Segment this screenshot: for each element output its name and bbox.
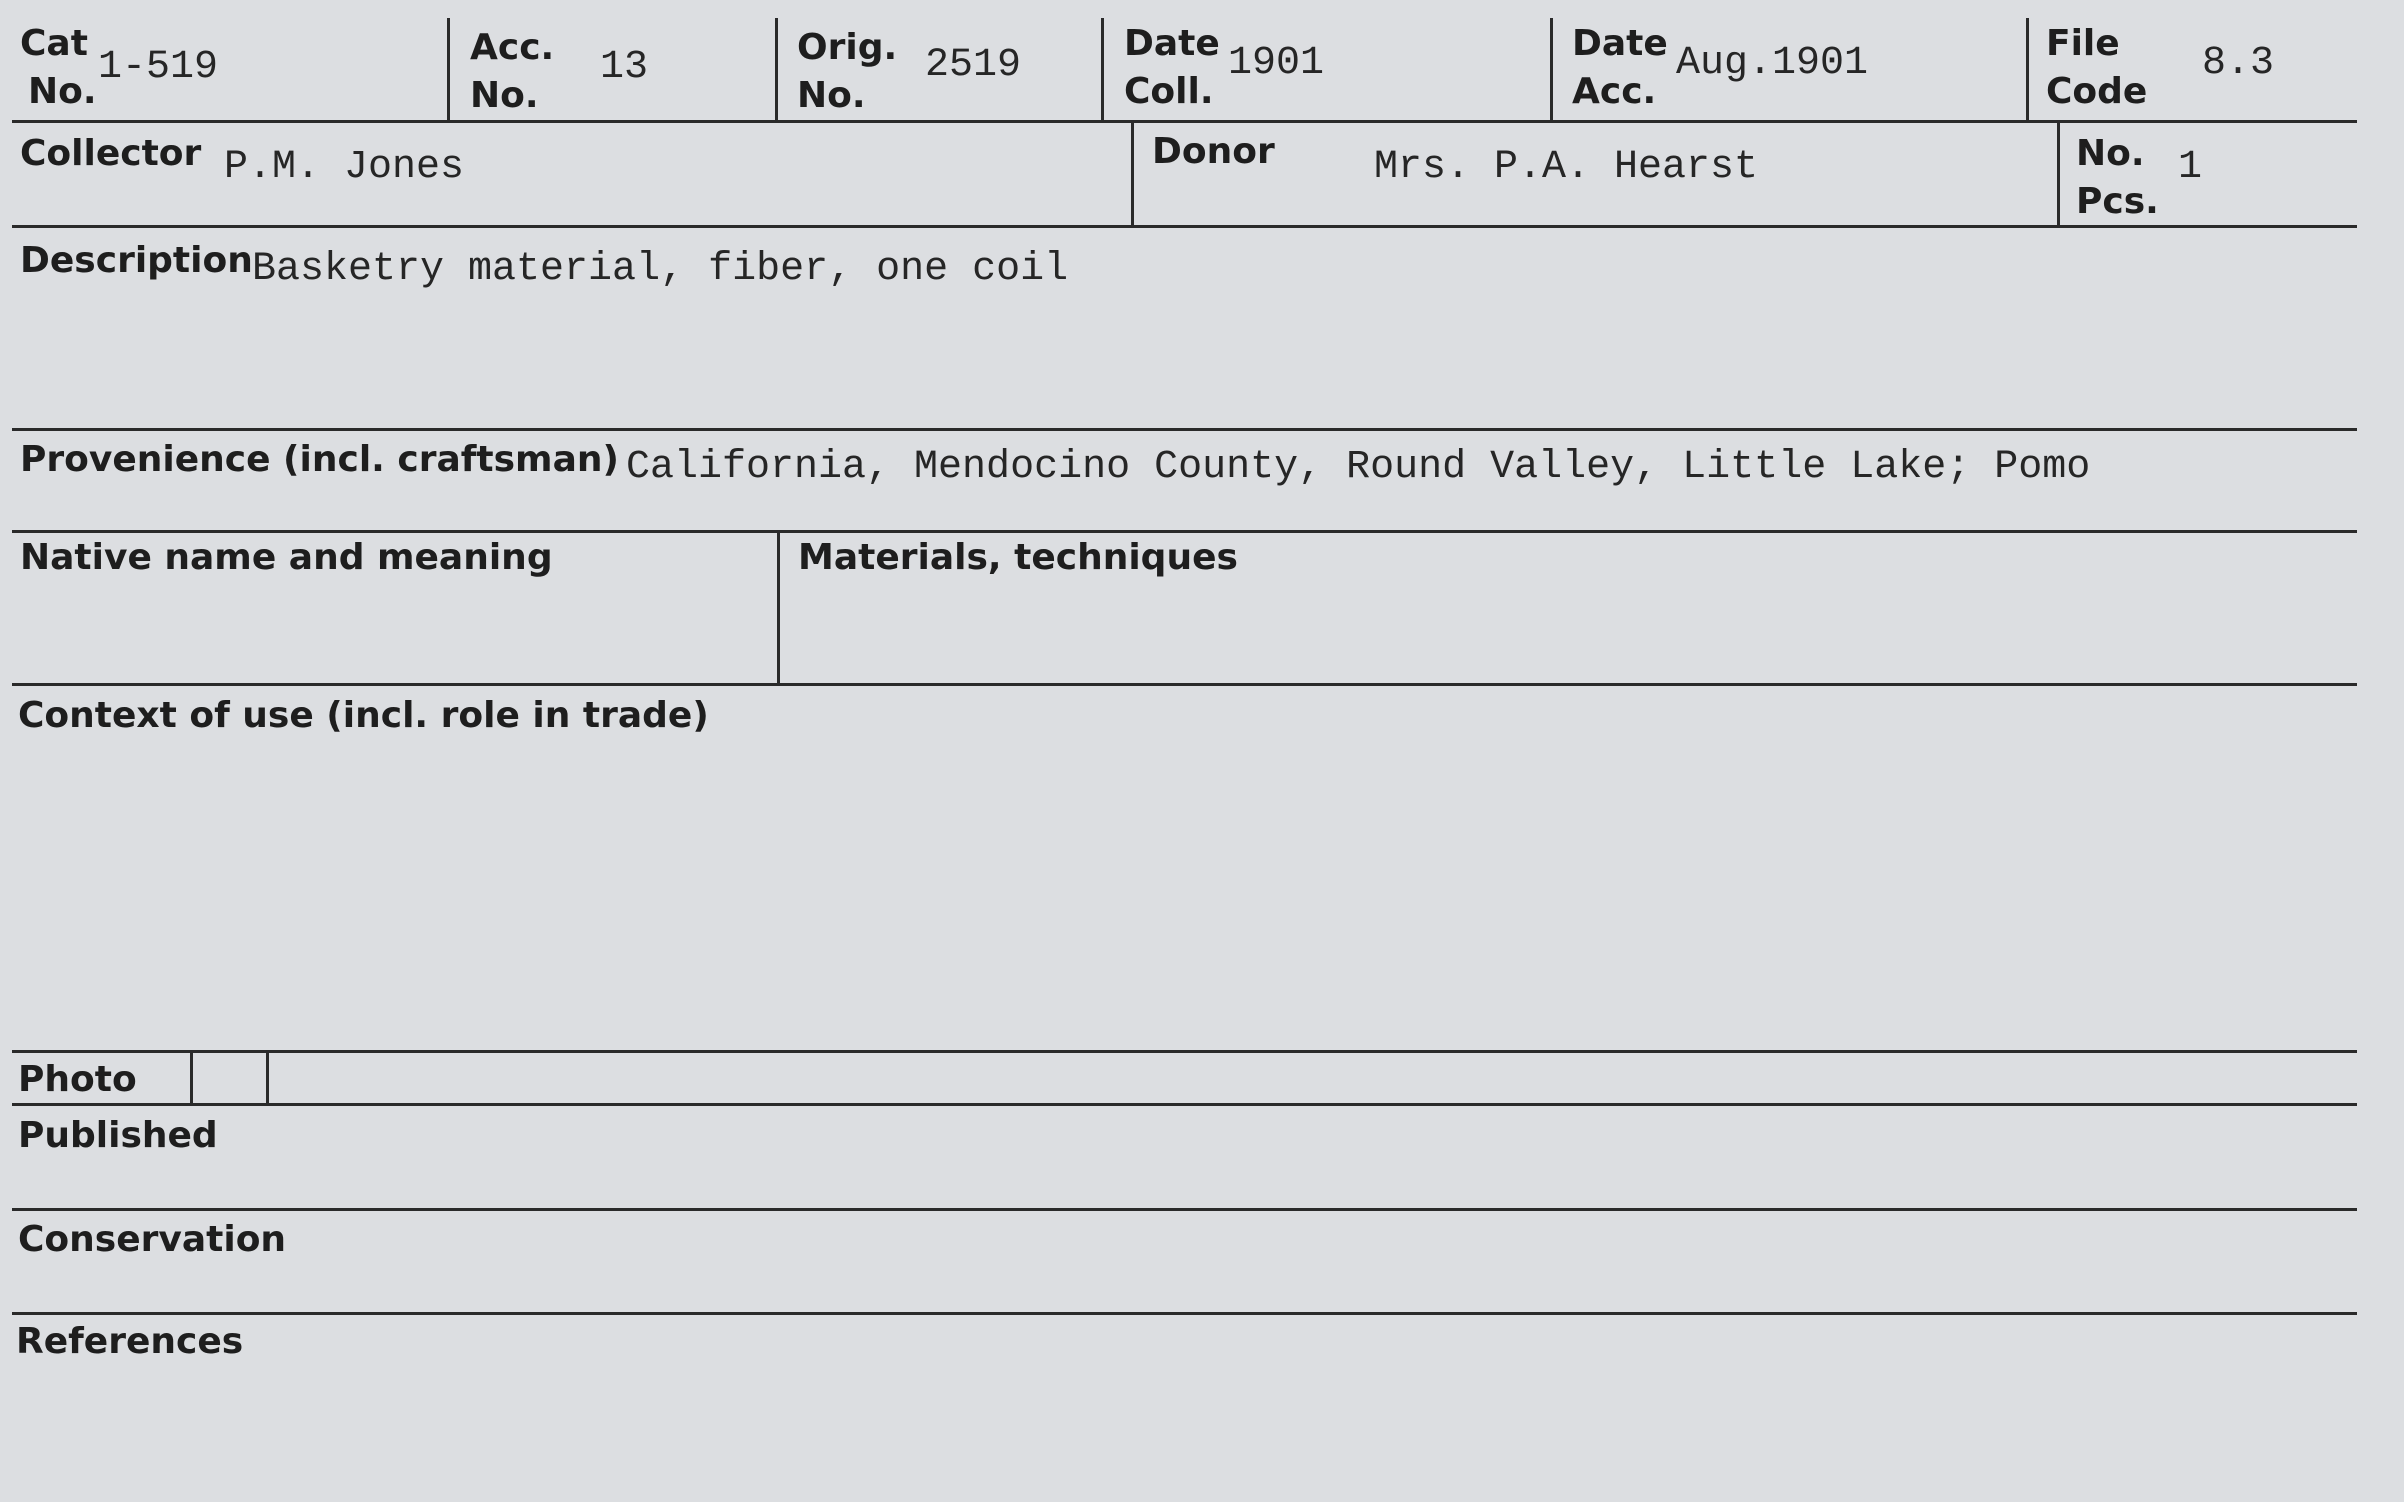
date-acc-label-bottom: Acc. [1572, 71, 1657, 112]
file-code-label-top: File [2046, 23, 2120, 64]
native-name-label: Native name and meaning [20, 537, 553, 578]
rule-description-bottom [12, 428, 2357, 431]
photo-box-divider-1 [190, 1052, 193, 1104]
rule-published-bottom [12, 1208, 2357, 1211]
divider-donor-pcs [2057, 121, 2060, 226]
collector-label: Collector [20, 133, 202, 174]
description-label: Description [20, 240, 253, 281]
rule-conservation-bottom [12, 1312, 2357, 1315]
context-label: Context of use (incl. role in trade) [18, 695, 709, 736]
date-coll-label-top: Date [1124, 23, 1220, 64]
orig-no-value: 2519 [925, 43, 1022, 88]
acc-no-value: 13 [600, 45, 649, 90]
date-coll-label-bottom: Coll. [1124, 71, 1214, 112]
orig-no-label-bottom: No. [797, 75, 866, 116]
divider-dateacc-file [2026, 18, 2029, 121]
rule-header-bottom [12, 120, 2357, 123]
acc-no-label-bottom: No. [470, 75, 539, 116]
divider-datecoll-dateacc [1550, 18, 1553, 121]
materials-label: Materials, techniques [798, 537, 1238, 578]
rule-photo-bottom [12, 1103, 2357, 1106]
divider-native-materials [777, 531, 780, 684]
rule-native-bottom [12, 683, 2357, 686]
cat-no-value: 1-519 [98, 45, 219, 90]
cat-no-label-top: Cat [20, 23, 88, 64]
date-coll-value: 1901 [1228, 41, 1325, 86]
conservation-label: Conservation [18, 1219, 287, 1260]
provenience-label: Provenience (incl. craftsman) [20, 439, 619, 480]
acc-no-label-top: Acc. [470, 27, 555, 68]
collector-value: P.M. Jones [224, 145, 465, 190]
no-pcs-label-top: No. [2076, 133, 2145, 174]
divider-orig-datecoll [1101, 18, 1104, 121]
date-acc-label-top: Date [1572, 23, 1668, 64]
provenience-value: California, Mendocino County, Round Valley, Little Lake; Pomo [626, 445, 2091, 490]
divider-acc-orig [775, 18, 778, 121]
orig-no-label-top: Orig. [797, 27, 898, 68]
cat-no-label-bottom: No. [28, 71, 97, 112]
photo-box-divider-2 [266, 1052, 269, 1104]
description-value: Basketry material, fiber, one coil [252, 247, 1069, 292]
no-pcs-value: 1 [2178, 145, 2203, 190]
date-acc-value: Aug.1901 [1676, 41, 1869, 86]
rule-photo-top [12, 1050, 2357, 1053]
no-pcs-label-bottom: Pcs. [2076, 181, 2159, 222]
divider-collector-donor [1131, 121, 1134, 226]
file-code-label-bottom: Code [2046, 71, 2148, 112]
rule-provenience-bottom [12, 530, 2357, 533]
published-label: Published [18, 1115, 218, 1156]
donor-label: Donor [1152, 131, 1275, 172]
rule-row2-bottom [12, 225, 2357, 228]
photo-label: Photo [18, 1059, 137, 1100]
references-label: References [16, 1321, 244, 1362]
donor-value: Mrs. P.A. Hearst [1374, 145, 1759, 190]
divider-cat-acc [447, 18, 450, 121]
file-code-value: 8.3 [2202, 41, 2275, 86]
